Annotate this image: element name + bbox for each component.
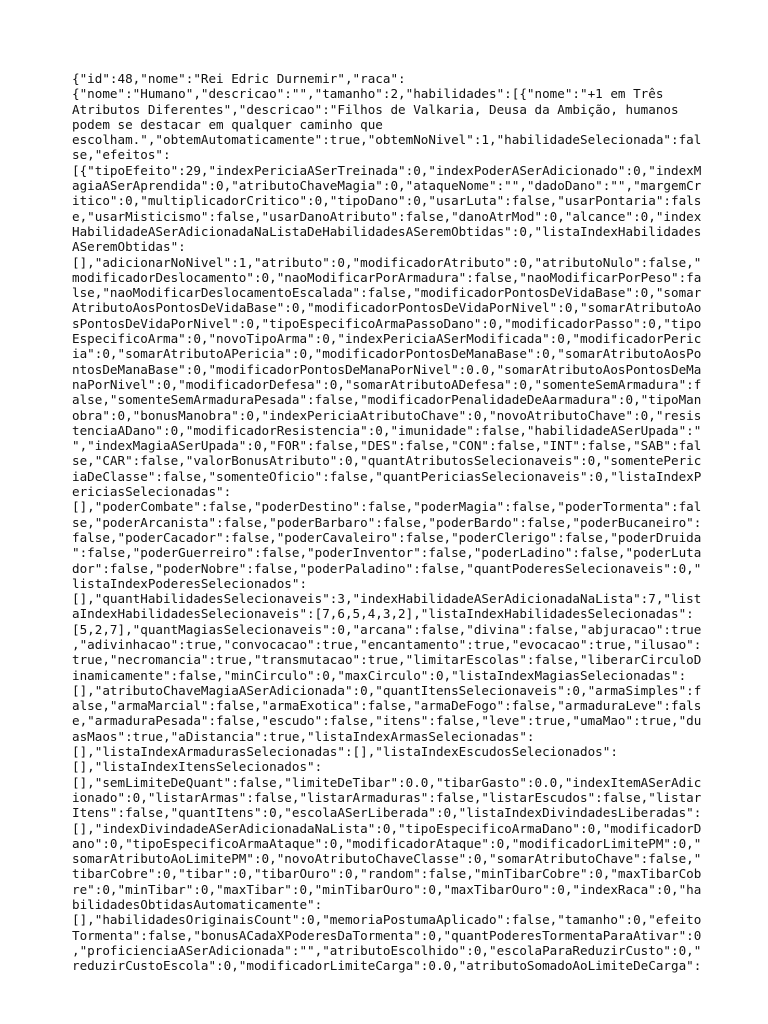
text-line: [],"semLimiteDeQuant":false,"limiteDeTibar":0.0,"tibarGasto":0.0,"indexItemASerAdic <box>72 774 702 790</box>
text-line: re":0,"minTibar":0,"maxTibar":0,"minTibarOuro":0,"maxTibarOuro":0,"indexRaca":0,"ha <box>72 881 702 897</box>
text-line: {"id":48,"nome":"Rei Edric Durnemir","raca": <box>72 71 406 86</box>
text-line: obra":0,"bonusManobra":0,"indexPericiaAtributoChave":0,"novoAtributoChave":0,"resis <box>72 407 702 423</box>
text-line: bilidadesObtidasAutomaticamente": <box>72 897 323 913</box>
text-line: se,"poderArcanista":false,"poderBarbaro":false,"poderBardo":false,"poderBucaneiro": <box>72 514 702 530</box>
text-line: e,"usarMisticismo":false,"usarDanoAtributo":false,"danoAtrMod":0,"alcance":0,"index <box>72 208 702 224</box>
text-line: {"nome":"Humano","descricao":"","tamanho":2,"habilidades":[{"nome":"+1 em Três <box>72 86 664 102</box>
text-line: [],"habilidadesOriginaisCount":0,"memoriaPostumaAplicado":false,"tamanho":0,"efeito <box>72 912 702 928</box>
text-line: e,"armaduraPesada":false,"escudo":false,"itens":false,"leve":true,"umaMao":true,"du <box>72 713 702 729</box>
text-line: [{"tipoEfeito":29,"indexPericiaASerTreinada":0,"indexPoderASerAdicionado":0,"indexM <box>72 162 702 178</box>
text-line: Itens":false,"quantItens":0,"escolaASerLiberada":0,"listaIndexDivindadesLiberadas": <box>72 805 702 821</box>
text-line: se,"efeitos": <box>72 147 171 163</box>
text-line: reduzirCustoEscola":0,"modificadorLimiteCarga":0.0,"atributoSomadoAoLimiteDeCarga": <box>72 958 702 974</box>
text-line: naPorNivel":0,"modificadorDefesa":0,"somarAtributoADefesa":0,"somenteSemArmadura":f <box>72 376 702 392</box>
text-line: ,"proficienciaASerAdicionada":"","atributoEscolhido":0,"escolaParaReduzirCusto":0," <box>72 942 702 958</box>
text-line: [],"quantHabilidadesSelecionaveis":3,"indexHabilidadeASerAdicionadaNaLista":7,"list <box>72 591 702 607</box>
text-line: EspecificoArma":0,"novoTipoArma":0,"indexPericiaASerModificada":0,"modificadorPeric <box>72 331 702 347</box>
text-line: se,"CAR":false,"valorBonusAtributo":0,"quantAtributosSelecionaveis":0,"somentePeric <box>72 453 702 469</box>
text-line: Atributos Diferentes","descricao":"Filhos de Valkaria, Deusa da Ambição, humanos <box>72 101 679 117</box>
text-line: itico":0,"multiplicadorCritico":0,"tipoDano":0,"usarLuta":false,"usarPontaria":fals <box>72 193 702 209</box>
text-line: HabilidadeASerAdicionadaNaListaDeHabilidadesASeremObtidas":0,"listaIndexHabilidades <box>72 223 702 239</box>
text-line: [],"poderCombate":false,"poderDestino":false,"poderMagia":false,"poderTormenta":fal <box>72 499 702 515</box>
text-line: agiaASerAprendida":0,"atributoChaveMagia":0,"ataqueNome":"","dadoDano":"","margemCr <box>72 178 702 194</box>
text-line: Tormenta":false,"bonusACadaXPoderesDaTormenta":0,"quantPoderesTormentaParaAtivar":0 <box>72 927 702 943</box>
text-line: AtributoAosPontosDeVidaBase":0,"modificadorPontosDeVidaPorNivel":0,"somarAtributoAo <box>72 300 702 316</box>
text-line: ntosDeManaBase":0,"modificadorPontosDeManaPorNivel":0.0,"somarAtributoAosPontosDeMa <box>72 361 702 377</box>
text-line: ","indexMagiaASerUpada":0,"FOR":false,"DES":false,"CON":false,"INT":false,"SAB":fal <box>72 438 702 454</box>
text-line: false,"poderCacador":false,"poderCavaleiro":false,"poderClerigo":false,"poderDruida <box>72 529 702 545</box>
text-line: true,"necromancia":true,"transmutacao":true,"limitarEscolas":false,"liberarCirculoD <box>72 652 702 668</box>
text-line: modificadorDeslocamento":0,"naoModificarPorArmadura":false,"naoModificarPorPeso":fa <box>72 269 702 285</box>
text-line: tenciaADano":0,"modificadorResistencia":0,"imunidade":false,"habilidadeASerUpada":" <box>72 422 702 438</box>
text-line: dor":false,"poderNobre":false,"poderPaladino":false,"quantPoderesSelecionaveis":0," <box>72 560 702 576</box>
text-line: [],"atributoChaveMagiaASerAdicionada":0,"quantItensSelecionaveis":0,"armaSimples":f <box>72 682 702 698</box>
text-line: inamicamente":false,"minCirculo":0,"maxCirculo":0,"listaIndexMagiasSelecionadas": <box>72 667 687 683</box>
text-line: ionado":0,"listarArmas":false,"listarArmaduras":false,"listarEscudos":false,"listar <box>72 789 702 805</box>
text-line: alse,"somenteSemArmaduraPesada":false,"modificadorPenalidadeDeAarmadura":0,"tipoMan <box>72 392 702 408</box>
text-line: aIndexHabilidadesSelecionaveis":[7,6,5,4,3,2],"listaIndexHabilidadesSelecionadas": <box>72 606 694 622</box>
text-line: asMaos":true,"aDistancia":true,"listaIndexArmasSelecionadas": <box>72 728 535 744</box>
text-line: listaIndexPoderesSelecionados": <box>72 575 308 591</box>
text-line: ASeremObtidas": <box>72 239 186 255</box>
text-line: ":false,"poderGuerreiro":false,"poderInventor":false,"poderLadino":false,"poderLuta <box>72 545 702 561</box>
document-page <box>72 71 702 974</box>
text-line: ano":0,"tipoEspecificoArmaAtaque":0,"modificadorAtaque":0,"modificadorLimitePM":0," <box>72 835 702 851</box>
text-line: alse,"armaMarcial":false,"armaExotica":false,"armaDeFogo":false,"armaduraLeve":fals <box>72 698 702 714</box>
text-line: [5,2,7],"quantMagiasSelecionaveis":0,"arcana":false,"divina":false,"abjuracao":true <box>72 621 702 637</box>
text-line: iaDeClasse":false,"somenteOficio":false,"quantPericiasSelecionaveis":0,"listaIndexP <box>72 468 702 484</box>
text-line: ,"adivinhacao":true,"convocacao":true,"encantamento":true,"evocacao":true,"ilusao": <box>72 636 702 652</box>
text-line: escolham.","obtemAutomaticamente":true,"obtemNoNivel":1,"habilidadeSelecionada":fal <box>72 132 702 148</box>
text-line: podem se destacar em qualquer caminho que <box>72 116 383 132</box>
text-line: sPontosDeVidaPorNivel":0,"tipoEspecificoArmaPassoDano":0,"modificadorPasso":0,"tipo <box>72 315 702 331</box>
text-line: [],"listaIndexArmadurasSelecionadas":[],"listaIndexEscudosSelecionados": <box>72 744 618 760</box>
text-line: lse,"naoModificarDeslocamentoEscalada":false,"modificadorPontosDeVidaBase":0,"somar <box>72 285 702 301</box>
text-line: ericiasSelecionadas": <box>72 484 232 500</box>
text-line: [],"listaIndexItensSelecionados": <box>72 759 323 775</box>
text-line: tibarCobre":0,"tibar":0,"tibarOuro":0,"random":false,"minTibarCobre":0,"maxTibarCob <box>72 866 702 882</box>
json-text-body <box>72 71 702 974</box>
text-line: [],"adicionarNoNivel":1,"atributo":0,"modificadorAtributo":0,"atributoNulo":false," <box>72 254 702 270</box>
text-line: ia":0,"somarAtributoAPericia":0,"modificadorPontosDeManaBase":0,"somarAtributoAosPo <box>72 346 702 362</box>
text-line: [],"indexDivindadeASerAdicionadaNaLista":0,"tipoEspecificoArmaDano":0,"modificadorD <box>72 820 702 836</box>
text-line: somarAtributoAoLimitePM":0,"novoAtributoChaveClasse":0,"somarAtributoChave":false," <box>72 851 702 867</box>
